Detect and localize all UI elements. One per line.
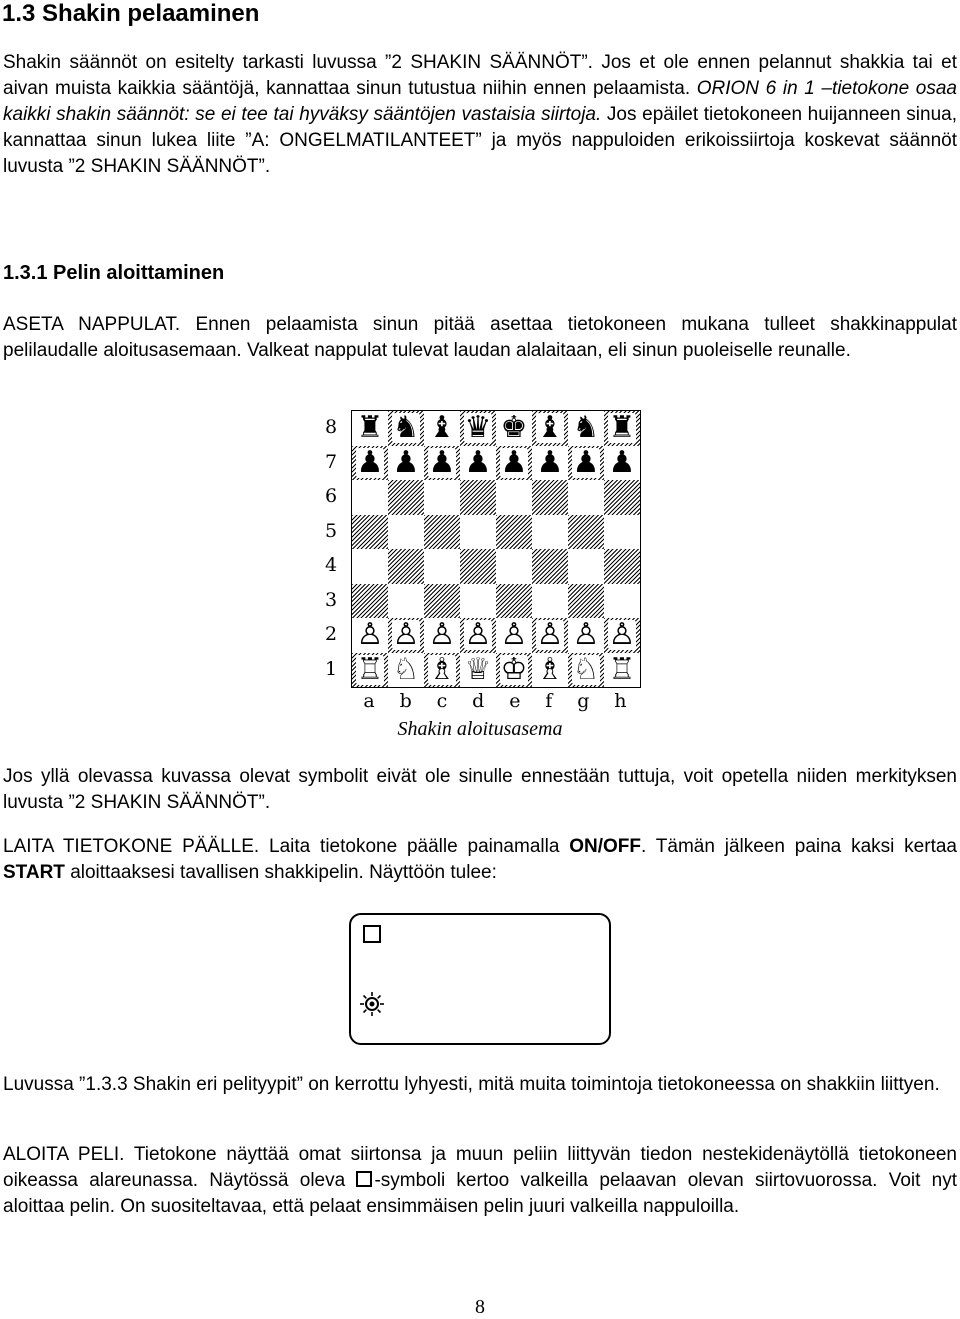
board-square bbox=[388, 480, 424, 515]
square-symbol-icon bbox=[363, 925, 381, 943]
board-square bbox=[568, 515, 604, 550]
board-square bbox=[604, 653, 640, 688]
chess-piece: ♖ bbox=[608, 651, 636, 687]
rank-label: 5 bbox=[324, 519, 338, 542]
power-text-c: . Tämän jälkeen paina kaksi kertaa bbox=[641, 836, 957, 857]
board-square bbox=[460, 549, 496, 584]
rank-label: 3 bbox=[324, 588, 338, 611]
board-square bbox=[424, 653, 460, 688]
chess-piece: ♗ bbox=[536, 651, 564, 687]
chess-piece: ♙ bbox=[392, 617, 420, 653]
chess-piece: ♟ bbox=[428, 444, 456, 480]
board-square bbox=[352, 618, 388, 653]
board-square bbox=[352, 549, 388, 584]
board-square bbox=[388, 446, 424, 481]
intro-text-a: Shakin säännöt on esitelty tarkasti luvussa ”2 SHAKIN SÄÄNNÖT”. Jos et ole ennen pelannut shakkia tai et aivan muista kaikkia sääntöjä, kannattaa sinun tutustua niihin ennen pelaamista. bbox=[3, 52, 957, 99]
board-square bbox=[604, 480, 640, 515]
board-square bbox=[496, 653, 532, 688]
board-square bbox=[532, 446, 568, 481]
board-square bbox=[568, 411, 604, 446]
board-square bbox=[496, 549, 532, 584]
chess-piece: ♙ bbox=[428, 617, 456, 653]
chess-piece: ♕ bbox=[464, 651, 492, 687]
chess-piece: ♟ bbox=[500, 444, 528, 480]
symbols-paragraph: Jos yllä olevassa kuvassa olevat symbolit eivät ole sinulle ennestään tuttuja, voit opetella niiden merkityksen luvusta ”2 SHAKIN SÄÄNNÖT”. bbox=[3, 766, 957, 813]
board-square bbox=[460, 584, 496, 619]
rank-label: 8 bbox=[324, 416, 338, 439]
board-square bbox=[388, 584, 424, 619]
board-square bbox=[532, 549, 568, 584]
chess-piece: ♟ bbox=[464, 444, 492, 480]
chess-piece: ♟ bbox=[572, 444, 600, 480]
chess-piece: ♙ bbox=[500, 617, 528, 653]
board-square bbox=[424, 480, 460, 515]
board-square bbox=[424, 411, 460, 446]
lcd-display bbox=[349, 913, 611, 1045]
board-square bbox=[496, 446, 532, 481]
rank-labels bbox=[319, 410, 343, 686]
file-label: h bbox=[614, 690, 627, 712]
chess-piece: ♙ bbox=[572, 617, 600, 653]
board-square bbox=[352, 446, 388, 481]
page-number: 8 bbox=[475, 1296, 485, 1318]
board-square bbox=[424, 618, 460, 653]
chess-piece: ♔ bbox=[500, 651, 528, 687]
board-square bbox=[496, 480, 532, 515]
board-square bbox=[388, 653, 424, 688]
board-square bbox=[604, 515, 640, 550]
game-types-paragraph: Luvussa ”1.3.3 Shakin eri pelityypit” on kerrottu lyhyesti, mitä muita toimintoja tietokoneessa on shakkiin liittyen. bbox=[3, 1074, 940, 1095]
file-label: d bbox=[472, 690, 485, 712]
board-square bbox=[568, 549, 604, 584]
board-square bbox=[460, 480, 496, 515]
board-square bbox=[532, 584, 568, 619]
chess-piece: ♟ bbox=[608, 444, 636, 480]
board-square bbox=[496, 618, 532, 653]
chess-piece: ♙ bbox=[356, 617, 384, 653]
board-square bbox=[568, 618, 604, 653]
board-square bbox=[532, 653, 568, 688]
file-label: a bbox=[363, 690, 375, 712]
board-square bbox=[352, 653, 388, 688]
start-key-label: START bbox=[3, 862, 65, 883]
board-square bbox=[388, 618, 424, 653]
chess-piece: ♛ bbox=[464, 410, 492, 446]
board-square bbox=[496, 584, 532, 619]
board-square bbox=[388, 549, 424, 584]
board-square bbox=[388, 411, 424, 446]
board-square bbox=[532, 618, 568, 653]
board-square bbox=[532, 515, 568, 550]
sun-symbol-icon bbox=[359, 991, 385, 1017]
board-square bbox=[424, 446, 460, 481]
rank-label: 7 bbox=[324, 450, 338, 473]
board-square bbox=[568, 584, 604, 619]
file-label: e bbox=[509, 690, 521, 712]
board-square bbox=[388, 515, 424, 550]
rank-label: 1 bbox=[324, 657, 338, 680]
board-square bbox=[604, 411, 640, 446]
file-label: g bbox=[577, 690, 590, 712]
rank-label: 6 bbox=[324, 485, 338, 508]
board-square bbox=[604, 549, 640, 584]
file-label: b bbox=[399, 690, 412, 712]
chess-piece: ♘ bbox=[392, 651, 420, 687]
board-square bbox=[352, 411, 388, 446]
board-square bbox=[424, 584, 460, 619]
square-symbol-icon bbox=[356, 1171, 372, 1187]
board-caption: Shakin aloitusasema bbox=[397, 718, 563, 740]
start-game-paragraph bbox=[3, 1142, 957, 1220]
subsection-title: 1.3.1 Pelin aloittaminen bbox=[3, 262, 225, 284]
board-square bbox=[568, 446, 604, 481]
board-square bbox=[424, 549, 460, 584]
intro-text-c: Jos epäilet tietokoneen huijanneen sinua, kannattaa sinun lukea liite ”A: ONGELMATILANTEET” ja myös nappuloiden erikoissiirtoja koskevat säännöt luvusta ”2 SHAKIN SÄÄNNÖT”. bbox=[3, 104, 958, 177]
board-square bbox=[604, 618, 640, 653]
chess-piece: ♝ bbox=[428, 410, 456, 446]
chess-piece: ♖ bbox=[356, 651, 384, 687]
board-square bbox=[460, 411, 496, 446]
board-square bbox=[352, 584, 388, 619]
board-square bbox=[424, 515, 460, 550]
power-on-paragraph bbox=[3, 834, 957, 886]
board-square bbox=[568, 480, 604, 515]
board-square bbox=[568, 653, 604, 688]
board-square bbox=[604, 584, 640, 619]
on-off-key-label: ON/OFF bbox=[569, 836, 642, 857]
chess-piece: ♙ bbox=[464, 617, 492, 653]
chess-piece: ♝ bbox=[536, 410, 564, 446]
file-label: f bbox=[545, 690, 553, 712]
intro-paragraph bbox=[3, 50, 957, 180]
board-square bbox=[460, 653, 496, 688]
board-square bbox=[460, 618, 496, 653]
chess-piece: ♞ bbox=[572, 410, 600, 446]
board-square bbox=[496, 411, 532, 446]
board-square bbox=[532, 411, 568, 446]
board-square bbox=[604, 446, 640, 481]
section-title: 1.3 Shakin pelaaminen bbox=[2, 0, 260, 27]
chess-piece: ♟ bbox=[392, 444, 420, 480]
board-square bbox=[352, 480, 388, 515]
chess-piece: ♞ bbox=[392, 410, 420, 446]
rank-label: 4 bbox=[324, 554, 338, 577]
chess-piece: ♚ bbox=[500, 410, 528, 446]
chess-piece: ♗ bbox=[428, 651, 456, 687]
chess-piece: ♘ bbox=[572, 651, 600, 687]
board-square bbox=[352, 515, 388, 550]
board-square bbox=[496, 515, 532, 550]
board-square bbox=[460, 515, 496, 550]
chess-piece: ♟ bbox=[536, 444, 564, 480]
start-text-b: -symboli kertoo valkeilla pelaavan olevan siirtovuorossa. Voit nyt aloittaa pelin. On suositeltavaa, että pelaat ensimmäisen pelin juuri valkeilla nappuloilla. bbox=[3, 1170, 957, 1217]
rank-label: 2 bbox=[324, 623, 338, 646]
file-label: c bbox=[436, 690, 448, 712]
power-text-e: aloittaaksesi tavallisen shakkipelin. Näyttöön tulee: bbox=[64, 862, 497, 883]
chess-board-figure bbox=[315, 405, 655, 745]
chess-piece: ♜ bbox=[356, 410, 384, 446]
chess-piece: ♜ bbox=[608, 410, 636, 446]
file-labels bbox=[351, 690, 639, 712]
power-text-a: LAITA TIETOKONE PÄÄLLE. Laita tietokone päälle painamalla bbox=[3, 836, 570, 857]
chess-piece: ♟ bbox=[356, 444, 384, 480]
chess-board bbox=[351, 410, 641, 688]
setup-paragraph: ASETA NAPPULAT. Ennen pelaamista sinun pitää asettaa tietokoneen mukana tulleet shakkinappulat pelilaudalle aloitusasemaan. Valkeat nappulat tulevat laudan alalaitaan, eli sinun puoleiselle reunalle. bbox=[3, 314, 957, 361]
intro-text-italic: ORION 6 in 1 –tietokone osaa kaikki shakin säännöt: se ei tee tai hyväksy sääntöjen vastaisia siirtoja. bbox=[3, 78, 957, 125]
board-square bbox=[460, 446, 496, 481]
board-square bbox=[532, 480, 568, 515]
chess-piece: ♙ bbox=[608, 617, 636, 653]
start-text-a: ALOITA PELI. Tietokone näyttää omat siirtonsa ja muun peliin liittyvän tiedon nestekidenäytöllä tietokoneen oikeassa alareunassa. Näytössä oleva bbox=[3, 1144, 957, 1191]
chess-piece: ♙ bbox=[536, 617, 564, 653]
